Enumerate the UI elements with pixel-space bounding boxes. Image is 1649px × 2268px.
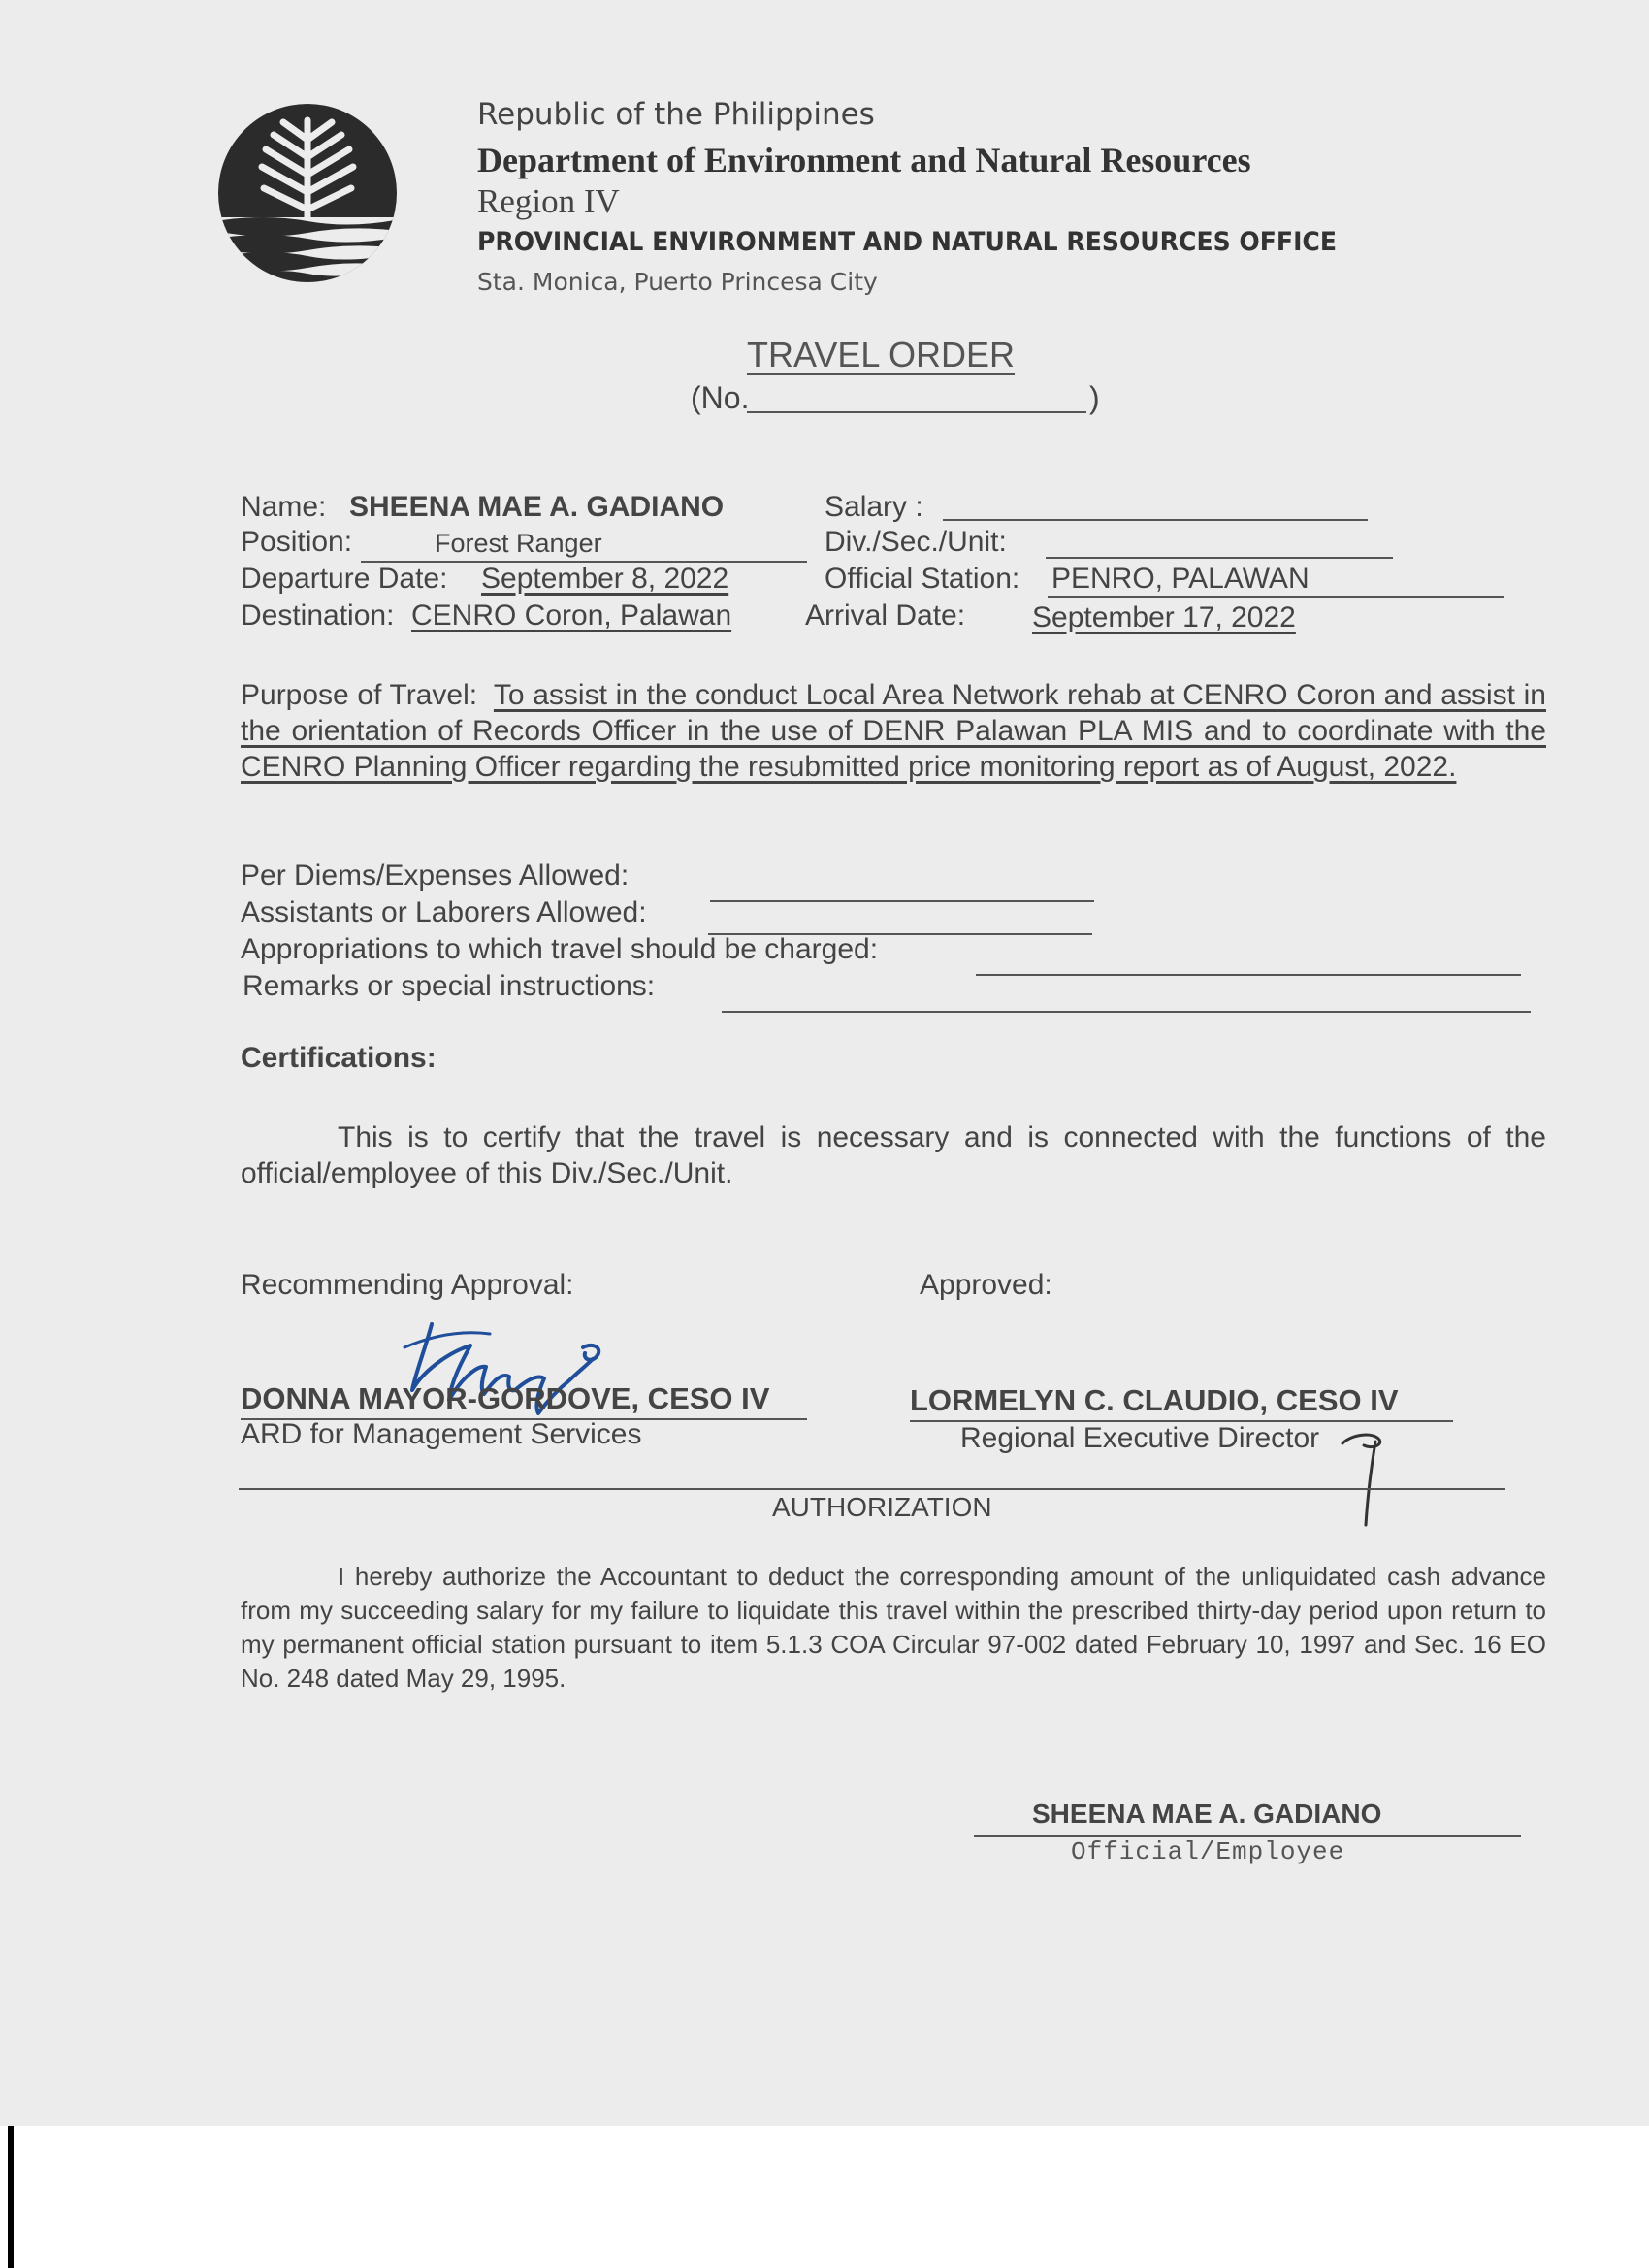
salary-label: Salary : bbox=[824, 491, 923, 523]
scan-margin bbox=[0, 2126, 1649, 2268]
recommender-name: DONNA MAYOR-GORDOVE, CESO IV bbox=[241, 1381, 770, 1415]
appropriations-line bbox=[976, 974, 1521, 976]
departure-label: Departure Date: bbox=[241, 563, 448, 595]
purpose-text: To assist in the conduct Local Area Network rehab at CENRO Coron and assist in the orientation of Records Officer in the use of DENR Palawan PLA MIS and to coordinate with the CENRO Planning Officer regarding the resubmitted price monitoring report as of August, 2022. bbox=[241, 679, 1546, 783]
order-number-prefix: (No. bbox=[691, 380, 750, 415]
purpose-of-travel bbox=[241, 677, 1546, 785]
name-label: Name: bbox=[241, 491, 327, 523]
official-station-label: Official Station: bbox=[824, 563, 1020, 595]
official-station-value: PENRO, PALAWAN bbox=[1051, 563, 1310, 595]
position-value: Forest Ranger bbox=[435, 529, 602, 558]
arrival-value: September 17, 2022 bbox=[1032, 601, 1296, 633]
destination-value: CENRO Coron, Palawan bbox=[411, 599, 732, 632]
remarks-line bbox=[722, 1011, 1531, 1013]
header-region: Region IV bbox=[477, 182, 620, 220]
position-label: Position: bbox=[241, 526, 353, 558]
div-sec-unit-label: Div./Sec./Unit: bbox=[824, 526, 1007, 558]
certifications-heading: Certifications: bbox=[241, 1042, 436, 1074]
document-title: TRAVEL ORDER bbox=[747, 335, 1016, 374]
employee-name: SHEENA MAE A. GADIANO bbox=[1032, 1798, 1382, 1829]
order-number-suffix: ) bbox=[1089, 380, 1100, 415]
employee-title: Official/Employee bbox=[1071, 1837, 1345, 1866]
per-diems-label: Per Diems/Expenses Allowed: bbox=[241, 859, 630, 891]
authorization-text: I hereby authorize the Accountant to deduct the corresponding amount of the unliquidated cash advance from my succeeding salary for my failure to liquidate this travel within the prescribed thirty-day period upon return to my permanent official station pursuant to item 5.1.3 COA Circular 97-002 dated February 10, 1997 and Sec. 16 EO No. 248 dated May 29, 1995. bbox=[241, 1562, 1546, 1693]
authorization-divider bbox=[239, 1488, 1505, 1490]
div-sec-unit-line bbox=[1046, 557, 1393, 559]
certification-text: This is to certify that the travel is necessary and is connected with the functions of the official/employee of this Div./Sec./Unit. bbox=[241, 1121, 1546, 1189]
assistants-label: Assistants or Laborers Allowed: bbox=[241, 896, 647, 928]
header-address: Sta. Monica, Puerto Princesa City bbox=[477, 268, 878, 296]
appropriations-label: Appropriations to which travel should be charged: bbox=[241, 933, 879, 965]
destination-label: Destination: bbox=[241, 599, 395, 632]
name-value: SHEENA MAE A. GADIANO bbox=[349, 491, 725, 523]
approver-title: Regional Executive Director bbox=[960, 1422, 1320, 1454]
recommending-approval-label: Recommending Approval: bbox=[241, 1269, 574, 1301]
salary-line bbox=[943, 519, 1368, 521]
header-office: PROVINCIAL ENVIRONMENT AND NATURAL RESOURCES OFFICE bbox=[477, 227, 1337, 257]
remarks-label: Remarks or special instructions: bbox=[242, 970, 656, 1002]
arrival-label: Arrival Date: bbox=[805, 599, 966, 632]
purpose-label: Purpose of Travel: bbox=[241, 679, 478, 711]
departure-value: September 8, 2022 bbox=[481, 563, 729, 595]
approver-initial bbox=[1329, 1416, 1406, 1533]
recommender-title: ARD for Management Services bbox=[241, 1418, 642, 1450]
header-republic: Republic of the Philippines bbox=[477, 97, 875, 132]
order-number-line bbox=[747, 411, 1086, 413]
approved-label: Approved: bbox=[920, 1269, 1052, 1301]
header-department: Department of Environment and Natural Resources bbox=[477, 141, 1251, 179]
official-station-line bbox=[1048, 596, 1504, 598]
authorization-heading: AUTHORIZATION bbox=[772, 1492, 992, 1522]
approver-name: LORMELYN C. CLAUDIO, CESO IV bbox=[910, 1383, 1399, 1417]
denr-logo bbox=[215, 101, 400, 285]
per-diems-line bbox=[710, 900, 1094, 902]
scan-edge-mark bbox=[8, 2126, 14, 2268]
